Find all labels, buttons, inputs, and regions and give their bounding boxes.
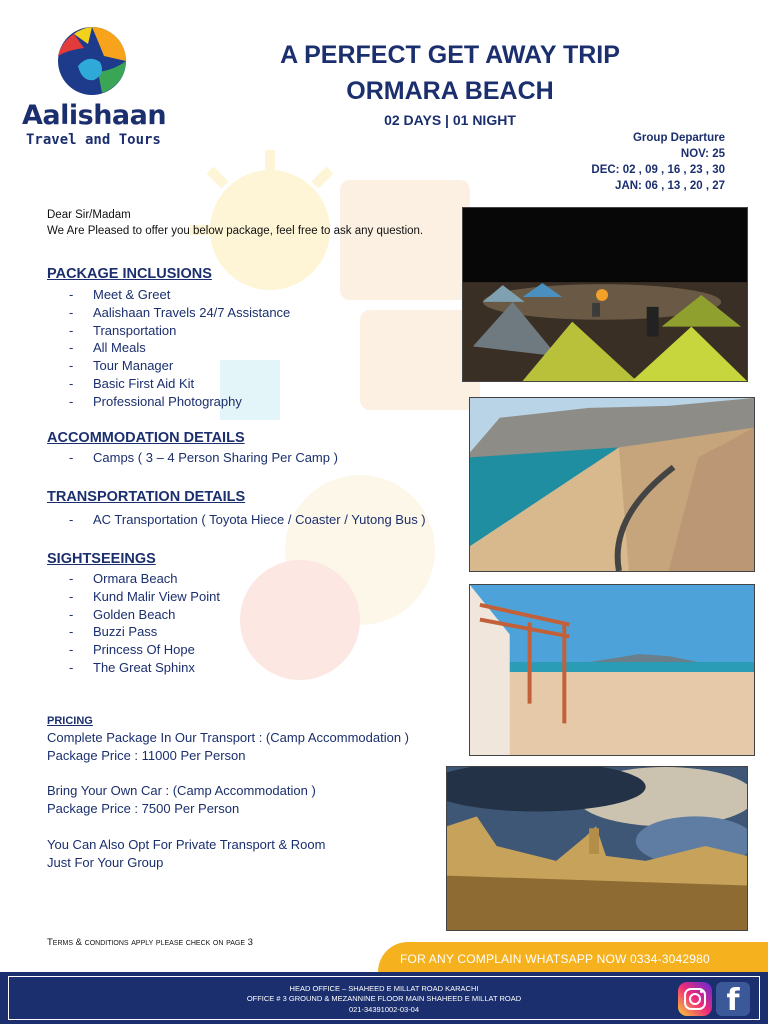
inclusions-list (69, 286, 290, 411)
departure-jan: JAN: 06 , 13 , 20 , 27 (615, 180, 725, 192)
list-item: - The Great Sphinx (69, 659, 195, 675)
list-item: - Meet & Greet (69, 287, 171, 302)
option1-price: Package Price : 11000 Per Person (47, 748, 246, 763)
list-item: - Tour Manager (69, 358, 174, 374)
list-item: - Buzzi Pass (69, 624, 158, 640)
footer-head-office: HEAD OFFICE – SHAHEED E MILLAT ROAD KARACHI (289, 984, 479, 993)
private-option-line2: Just For Your Group (47, 855, 164, 870)
private-option-line1: You Can Also Opt For Private Transport & Room (47, 837, 326, 852)
globe-logo-icon (54, 26, 130, 96)
departure-heading: Group Departure (632, 132, 725, 144)
departure-nov: NOV: 25 (680, 148, 725, 160)
coastline-road-photo (469, 397, 755, 572)
footer-phone: 021-34391002-03-04 (348, 1005, 420, 1014)
complain-whatsapp-text: FOR ANY COMPLAIN WHATSAPP NOW 0334-3042980 (400, 952, 710, 966)
facebook-icon[interactable]: f (716, 982, 750, 1016)
transportation-list (69, 511, 426, 529)
accommodation-heading: ACCOMMODATION DETAILS (47, 430, 245, 446)
greeting (47, 207, 423, 239)
list-item: - AC Transportation ( Toyota Hiece / Coaster / Yutong Bus ) (69, 512, 426, 527)
camping-night-photo (462, 207, 748, 382)
trip-duration: 02 DAYS | 01 NIGHT (384, 112, 516, 128)
option2-description: Bring Your Own Car : (Camp Accommodation ) (47, 783, 316, 798)
accommodation-list (69, 449, 338, 467)
option2-price: Package Price : 7500 Per Person (47, 801, 240, 816)
transportation-heading: TRANSPORTATION DETAILS (47, 489, 246, 505)
list-item: - Professional Photography (69, 393, 242, 409)
salutation: Dear Sir/Madam (47, 209, 131, 221)
list-item: - Transportation (69, 322, 177, 338)
brand-name: Aalishaan (22, 100, 167, 131)
list-item: - Aalishaan Travels 24/7 Assistance (69, 304, 291, 320)
footer-office-address: OFFICE # 3 GROUND & MEZANNINE FLOOR MAIN SHAHEED E MILLAT ROAD (246, 994, 522, 1003)
pricing-heading: PRICING (47, 715, 93, 727)
brand-logo (22, 26, 172, 151)
list-item: - Kund Malir View Point (69, 588, 220, 604)
list-item: - Princess Of Hope (69, 642, 195, 658)
intro-message: We Are Pleased to offer you below package, feel free to ask any question. (47, 225, 424, 237)
great-sphinx-photo (446, 766, 748, 931)
inclusions-heading: PACKAGE INCLUSIONS (47, 266, 212, 282)
list-item: - Basic First Aid Kit (69, 375, 195, 391)
list-item: - All Meals (69, 340, 146, 356)
page-title-line1: A PERFECT GET AWAY TRIP (280, 41, 620, 69)
brand-tagline: Travel and Tours (26, 132, 161, 148)
instagram-icon[interactable] (678, 982, 712, 1016)
golden-beach-photo (469, 584, 755, 756)
departure-dec: DEC: 02 , 09 , 16 , 23 , 30 (591, 164, 725, 176)
terms-note: Terms & conditions apply please check on page 3 (47, 937, 253, 948)
sightseeings-list (69, 570, 220, 677)
list-item: - Golden Beach (69, 606, 176, 622)
group-departure-dates (591, 130, 725, 194)
sightseeings-heading: SIGHTSEEINGS (47, 551, 156, 567)
list-item: - Ormara Beach (69, 571, 178, 586)
option1-description: Complete Package In Our Transport : (Camp Accommodation ) (47, 730, 409, 745)
list-item: - Camps ( 3 – 4 Person Sharing Per Camp ) (69, 450, 338, 465)
page-title-line2: ORMARA BEACH (346, 77, 554, 105)
